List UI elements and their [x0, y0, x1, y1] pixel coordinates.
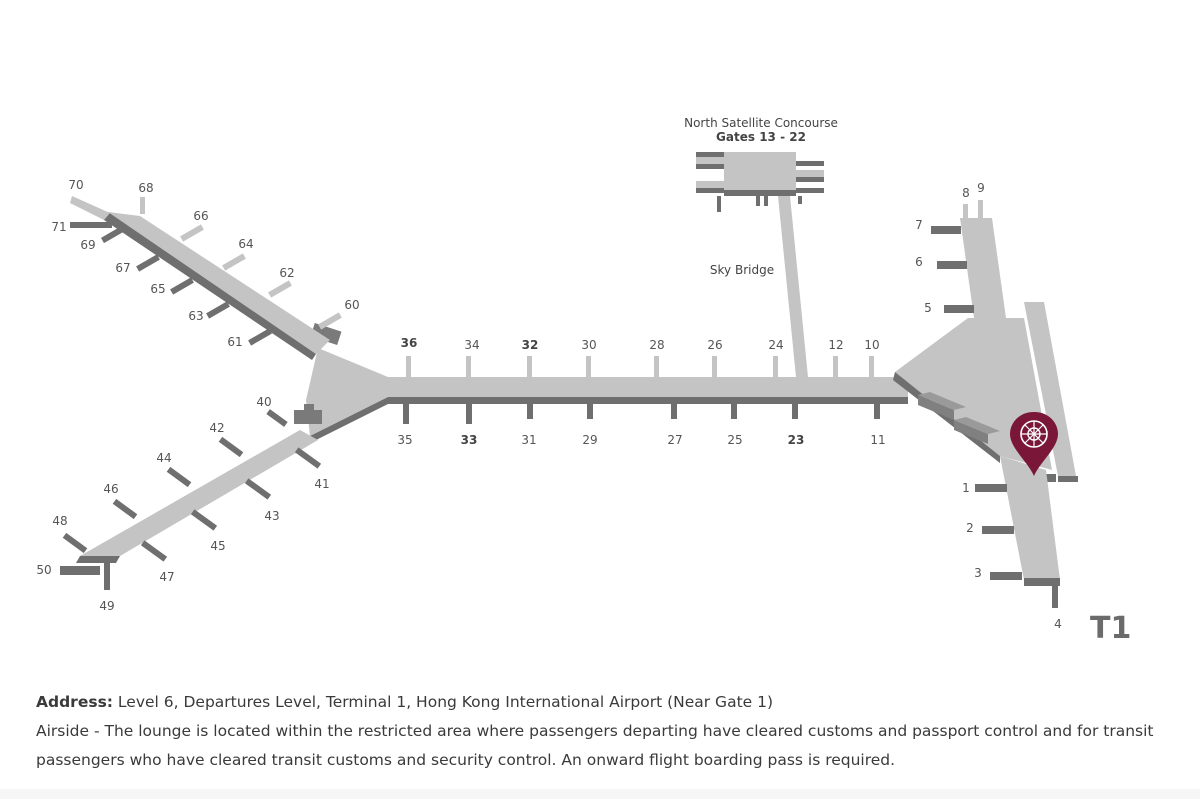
gate-label: 33	[460, 433, 478, 447]
gate-label: 50	[36, 563, 52, 577]
gate-label: 31	[521, 433, 537, 447]
gate-label: 70	[68, 178, 84, 192]
gate-label: 11	[870, 433, 886, 447]
gate-label: 6	[915, 255, 923, 269]
main-concourse	[388, 356, 908, 424]
gate-label: 25	[727, 433, 743, 447]
gate-label: 47	[159, 570, 175, 584]
address-key: Address:	[36, 693, 113, 711]
gate-label: 66	[193, 209, 209, 223]
gate-label: 65	[150, 282, 166, 296]
gate-label: 26	[707, 338, 723, 352]
gate-label: 67	[115, 261, 131, 275]
gate-label: 46	[103, 482, 119, 496]
gate-label: 7	[915, 218, 923, 232]
gate-label: 71	[51, 220, 67, 234]
gate-label: 63	[188, 309, 204, 323]
gate-label: 23	[787, 433, 805, 447]
gate-label: 8	[962, 186, 970, 200]
gate-label: 12	[828, 338, 844, 352]
gate-label: 41	[314, 477, 330, 491]
gate-label: 1	[962, 481, 970, 495]
gate-label: 32	[521, 338, 539, 352]
gate-label: 10	[864, 338, 880, 352]
gate-label: 4	[1054, 617, 1062, 631]
north-satellite-title: North Satellite Concourse	[684, 116, 838, 130]
gate-labels	[36, 178, 1061, 631]
gate-label: 49	[99, 599, 115, 613]
gate-label: 60	[344, 298, 360, 312]
gate-label: 9	[977, 181, 985, 195]
gate-label: 29	[582, 433, 598, 447]
gate-label: 45	[210, 539, 226, 553]
access-description: Airside - The lounge is located within the restricted area where passengers departing have cleared customs and passport control and for transit passengers who have cleared transit customs and security control. An onward flight boarding pass is required.	[36, 722, 1154, 769]
gate-label: 68	[138, 181, 154, 195]
gate-label: 24	[768, 338, 784, 352]
bottom-strip	[0, 789, 1200, 799]
gate-label: 27	[667, 433, 683, 447]
address-value: Level 6, Departures Level, Terminal 1, Hong Kong International Airport (Near Gate 1)	[113, 693, 774, 711]
gate-label: 34	[464, 338, 480, 352]
address-line	[36, 688, 1156, 717]
gate-label: 64	[238, 237, 254, 251]
gate-label: 30	[581, 338, 597, 352]
gate-label: 40	[256, 395, 272, 409]
gate-label: 61	[227, 335, 243, 349]
sky-bridge-label: Sky Bridge	[709, 263, 775, 277]
gate-label: 69	[80, 238, 96, 252]
gate-label: 3	[974, 566, 982, 580]
gate-label: 28	[649, 338, 665, 352]
gate-label: 48	[52, 514, 68, 528]
gate-label: 43	[264, 509, 280, 523]
gate-label: 44	[156, 451, 172, 465]
gate-label: 62	[279, 266, 295, 280]
gate-label: 42	[209, 421, 225, 435]
gate-label: 5	[924, 301, 932, 315]
southwest-pier	[60, 409, 321, 590]
gate-label: 35	[397, 433, 413, 447]
terminal-label: T1	[1090, 611, 1132, 646]
north-satellite-gates: Gates 13 - 22	[716, 130, 806, 144]
lounge-info	[36, 688, 1156, 775]
gate-label: 36	[400, 336, 418, 350]
gate-label: 2	[966, 521, 974, 535]
